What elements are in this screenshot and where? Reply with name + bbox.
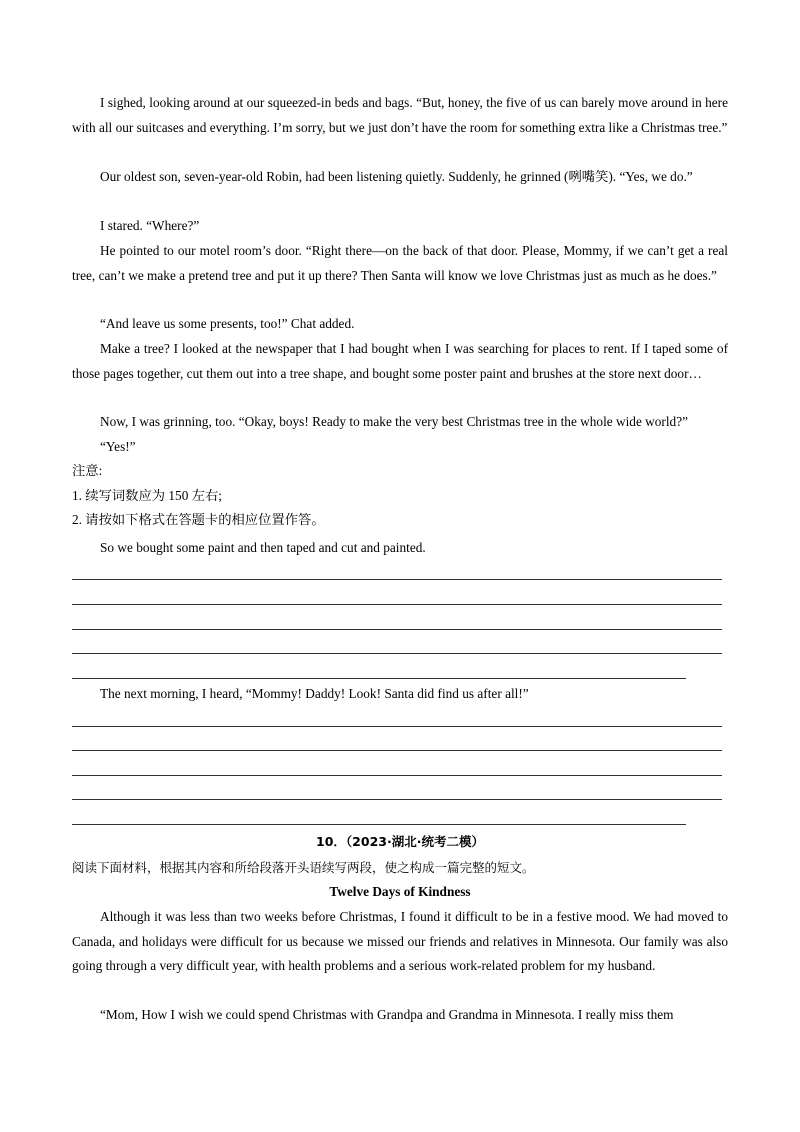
notice-label: 注意: xyxy=(72,463,103,478)
story-paragraph: I sighed, looking around at our squeezed-in beds and bags. “But, honey, the five of us can barely move around in here with all our suitcases and everything. I’m sorry, but we just don’t have the room for something extra like a Christmas tree.” xyxy=(72,95,728,135)
story-paragraph: I stared. “Where?” xyxy=(100,218,200,233)
passage-title: Twelve Days of Kindness xyxy=(329,884,471,899)
question-instruction: 阅读下面材料，根据其内容和所给段落开头语续写两段，使之构成一篇完整的短文。 xyxy=(72,860,535,875)
notice-item: 2. 请按如下格式在答题卡的相应位置作答。 xyxy=(72,512,325,527)
paragraph-start-1: So we bought some paint and then taped and cut and painted. xyxy=(100,540,426,555)
answer-line xyxy=(72,604,722,605)
answer-line xyxy=(72,726,722,727)
passage-paragraph: “Mom, How I wish we could spend Christmas with Grandpa and Grandma in Minnesota. I really miss them xyxy=(100,1007,674,1022)
answer-line xyxy=(72,775,722,776)
story-paragraph: Now, I was grinning, too. “Okay, boys! Ready to make the very best Christmas tree in the whole wide world?” xyxy=(100,414,688,429)
answer-line xyxy=(72,799,722,800)
answer-line xyxy=(72,579,722,580)
answer-line xyxy=(72,750,722,751)
story-paragraph: “And leave us some presents, too!” Chat added. xyxy=(100,316,355,331)
answer-line xyxy=(72,653,722,654)
answer-line xyxy=(72,678,686,679)
notice-item: 1. 续写词数应为 150 左右; xyxy=(72,488,222,503)
passage-paragraph: Although it was less than two weeks before Christmas, I found it difficult to be in a festive mood. We had moved to Canada, and holidays were difficult for us because we missed our friends and relatives in Minnesota. Our family was also going through a very difficult year, with health problems and a serious work-related problem for my husband. xyxy=(72,909,728,973)
story-paragraph: He pointed to our motel room’s door. “Right there—on the back of that door. Please, Mommy, if we can’t get a real tree, can’t we make a pretend tree and put it up there? Then Santa will know we love Christmas just as much as he does.” xyxy=(72,243,728,283)
paragraph-start-2: The next morning, I heard, “Mommy! Daddy! Look! Santa did find us after all!” xyxy=(100,686,529,701)
story-paragraph: “Yes!” xyxy=(100,439,136,454)
question-heading: 10．（2023·湖北·统考二模） xyxy=(316,834,484,849)
answer-line xyxy=(72,824,686,825)
story-paragraph: Make a tree? I looked at the newspaper that I had bought when I was searching for places to rent. If I taped some of those pages together, cut them out into a tree shape, and bought some poster paint and brushes at the store next door… xyxy=(72,341,728,381)
answer-line xyxy=(72,629,722,630)
story-paragraph: Our oldest son, seven-year-old Robin, had been listening quietly. Suddenly, he grinned (咧嘴笑). “Yes, we do.” xyxy=(100,169,693,184)
